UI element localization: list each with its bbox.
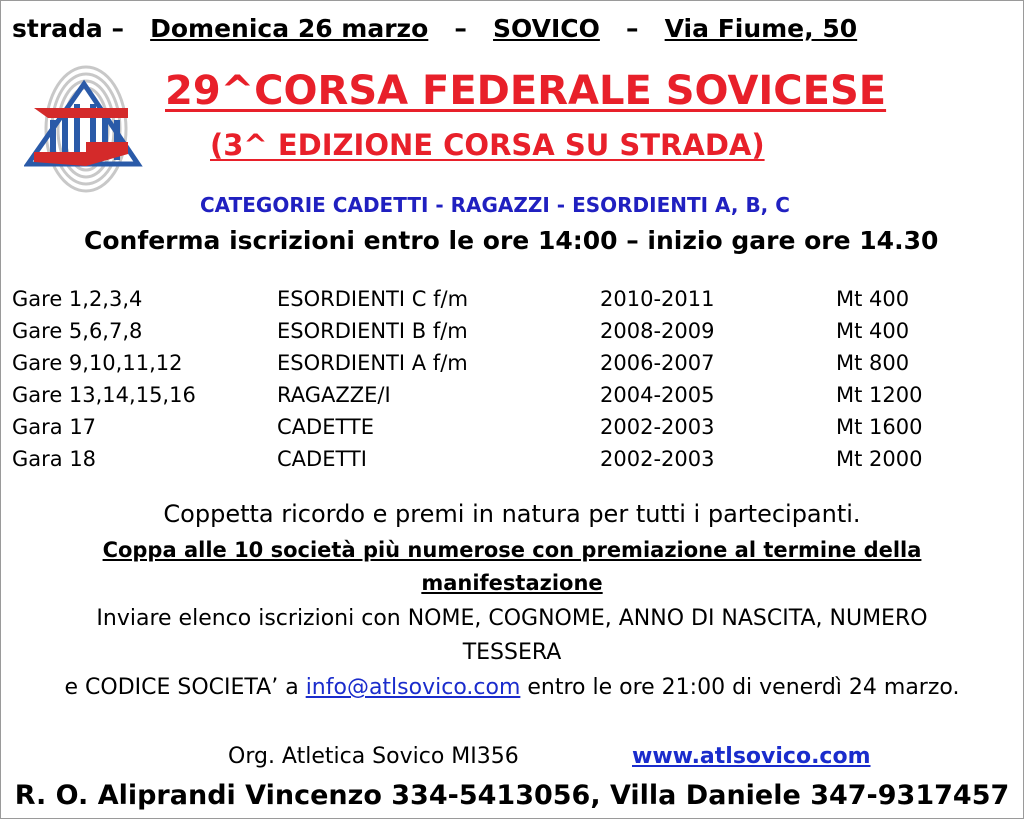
registration-deadline: entro le ore 21:00 di venerdì 24 marzo. <box>520 675 960 700</box>
registration-line2: TESSERA <box>462 640 562 665</box>
race-category: RAGAZZE/I <box>277 383 391 407</box>
race-years: 2008-2009 <box>600 319 715 343</box>
club-logo-icon <box>24 62 146 196</box>
email-link[interactable]: info@atlsovico.com <box>305 675 521 700</box>
event-address: Via Fiume, 50 <box>664 14 858 43</box>
race-distance: Mt 1200 <box>836 383 923 407</box>
event-date: Domenica 26 marzo <box>150 14 429 43</box>
race-years: 2006-2007 <box>600 351 715 375</box>
registration-line3 <box>0 675 1024 700</box>
registration-prefix: e CODICE SOCIETA’ a <box>64 675 306 700</box>
race-years: 2002-2003 <box>600 415 715 439</box>
header-separator: – <box>454 14 467 43</box>
event-town: SOVICO <box>493 14 600 43</box>
race-category: ESORDIENTI C f/m <box>277 287 469 311</box>
prizes-cup-line2: manifestazione <box>421 571 603 595</box>
race-category: CADETTI <box>277 447 367 471</box>
race-distance: Mt 1600 <box>836 415 923 439</box>
race-distance: Mt 400 <box>836 319 910 343</box>
race-distance: Mt 2000 <box>836 447 923 471</box>
prizes-gift: Coppetta ricordo e premi in natura per tutti i partecipanti. <box>163 500 861 528</box>
race-distance: Mt 800 <box>836 351 910 375</box>
contacts-line: R. O. Aliprandi Vincenzo 334-5413056, Villa Daniele 347-9317457 <box>14 780 1010 811</box>
prizes-cup-line1: Coppa alle 10 società più numerose con premiazione al termine della <box>102 538 922 562</box>
race-gare: Gara 17 <box>12 415 97 439</box>
race-years: 2010-2011 <box>600 287 715 311</box>
categories-line: CATEGORIE CADETTI - RAGAZZI - ESORDIENTI A, B, C <box>200 193 790 217</box>
race-years: 2004-2005 <box>600 383 715 407</box>
website-link[interactable]: www.atlsovico.com <box>632 744 871 769</box>
race-gare: Gare 13,14,15,16 <box>12 383 196 407</box>
header-separator: – <box>626 14 639 43</box>
registration-line1: Inviare elenco iscrizioni con NOME, COGNOME, ANNO DI NASCITA, NUMERO <box>96 606 928 631</box>
race-distance: Mt 400 <box>836 287 910 311</box>
race-gare: Gare 1,2,3,4 <box>12 287 143 311</box>
race-category: ESORDIENTI B f/m <box>277 319 468 343</box>
organizer: Org. Atletica Sovico MI356 <box>228 744 519 769</box>
race-years: 2002-2003 <box>600 447 715 471</box>
confirm-schedule: Conferma iscrizioni entro le ore 14:00 – inizio gare ore 14.30 <box>84 226 939 255</box>
race-category: CADETTE <box>277 415 375 439</box>
event-subtitle: (3^ EDIZIONE CORSA SU STRADA) <box>210 128 765 162</box>
event-title: 29^CORSA FEDERALE SOVICESE <box>165 68 887 114</box>
race-gare: Gare 9,10,11,12 <box>12 351 183 375</box>
race-category: ESORDIENTI A f/m <box>277 351 468 375</box>
race-gare: Gara 18 <box>12 447 97 471</box>
race-gare: Gare 5,6,7,8 <box>12 319 143 343</box>
header-prefix: strada – <box>12 14 124 43</box>
event-header <box>12 14 857 43</box>
